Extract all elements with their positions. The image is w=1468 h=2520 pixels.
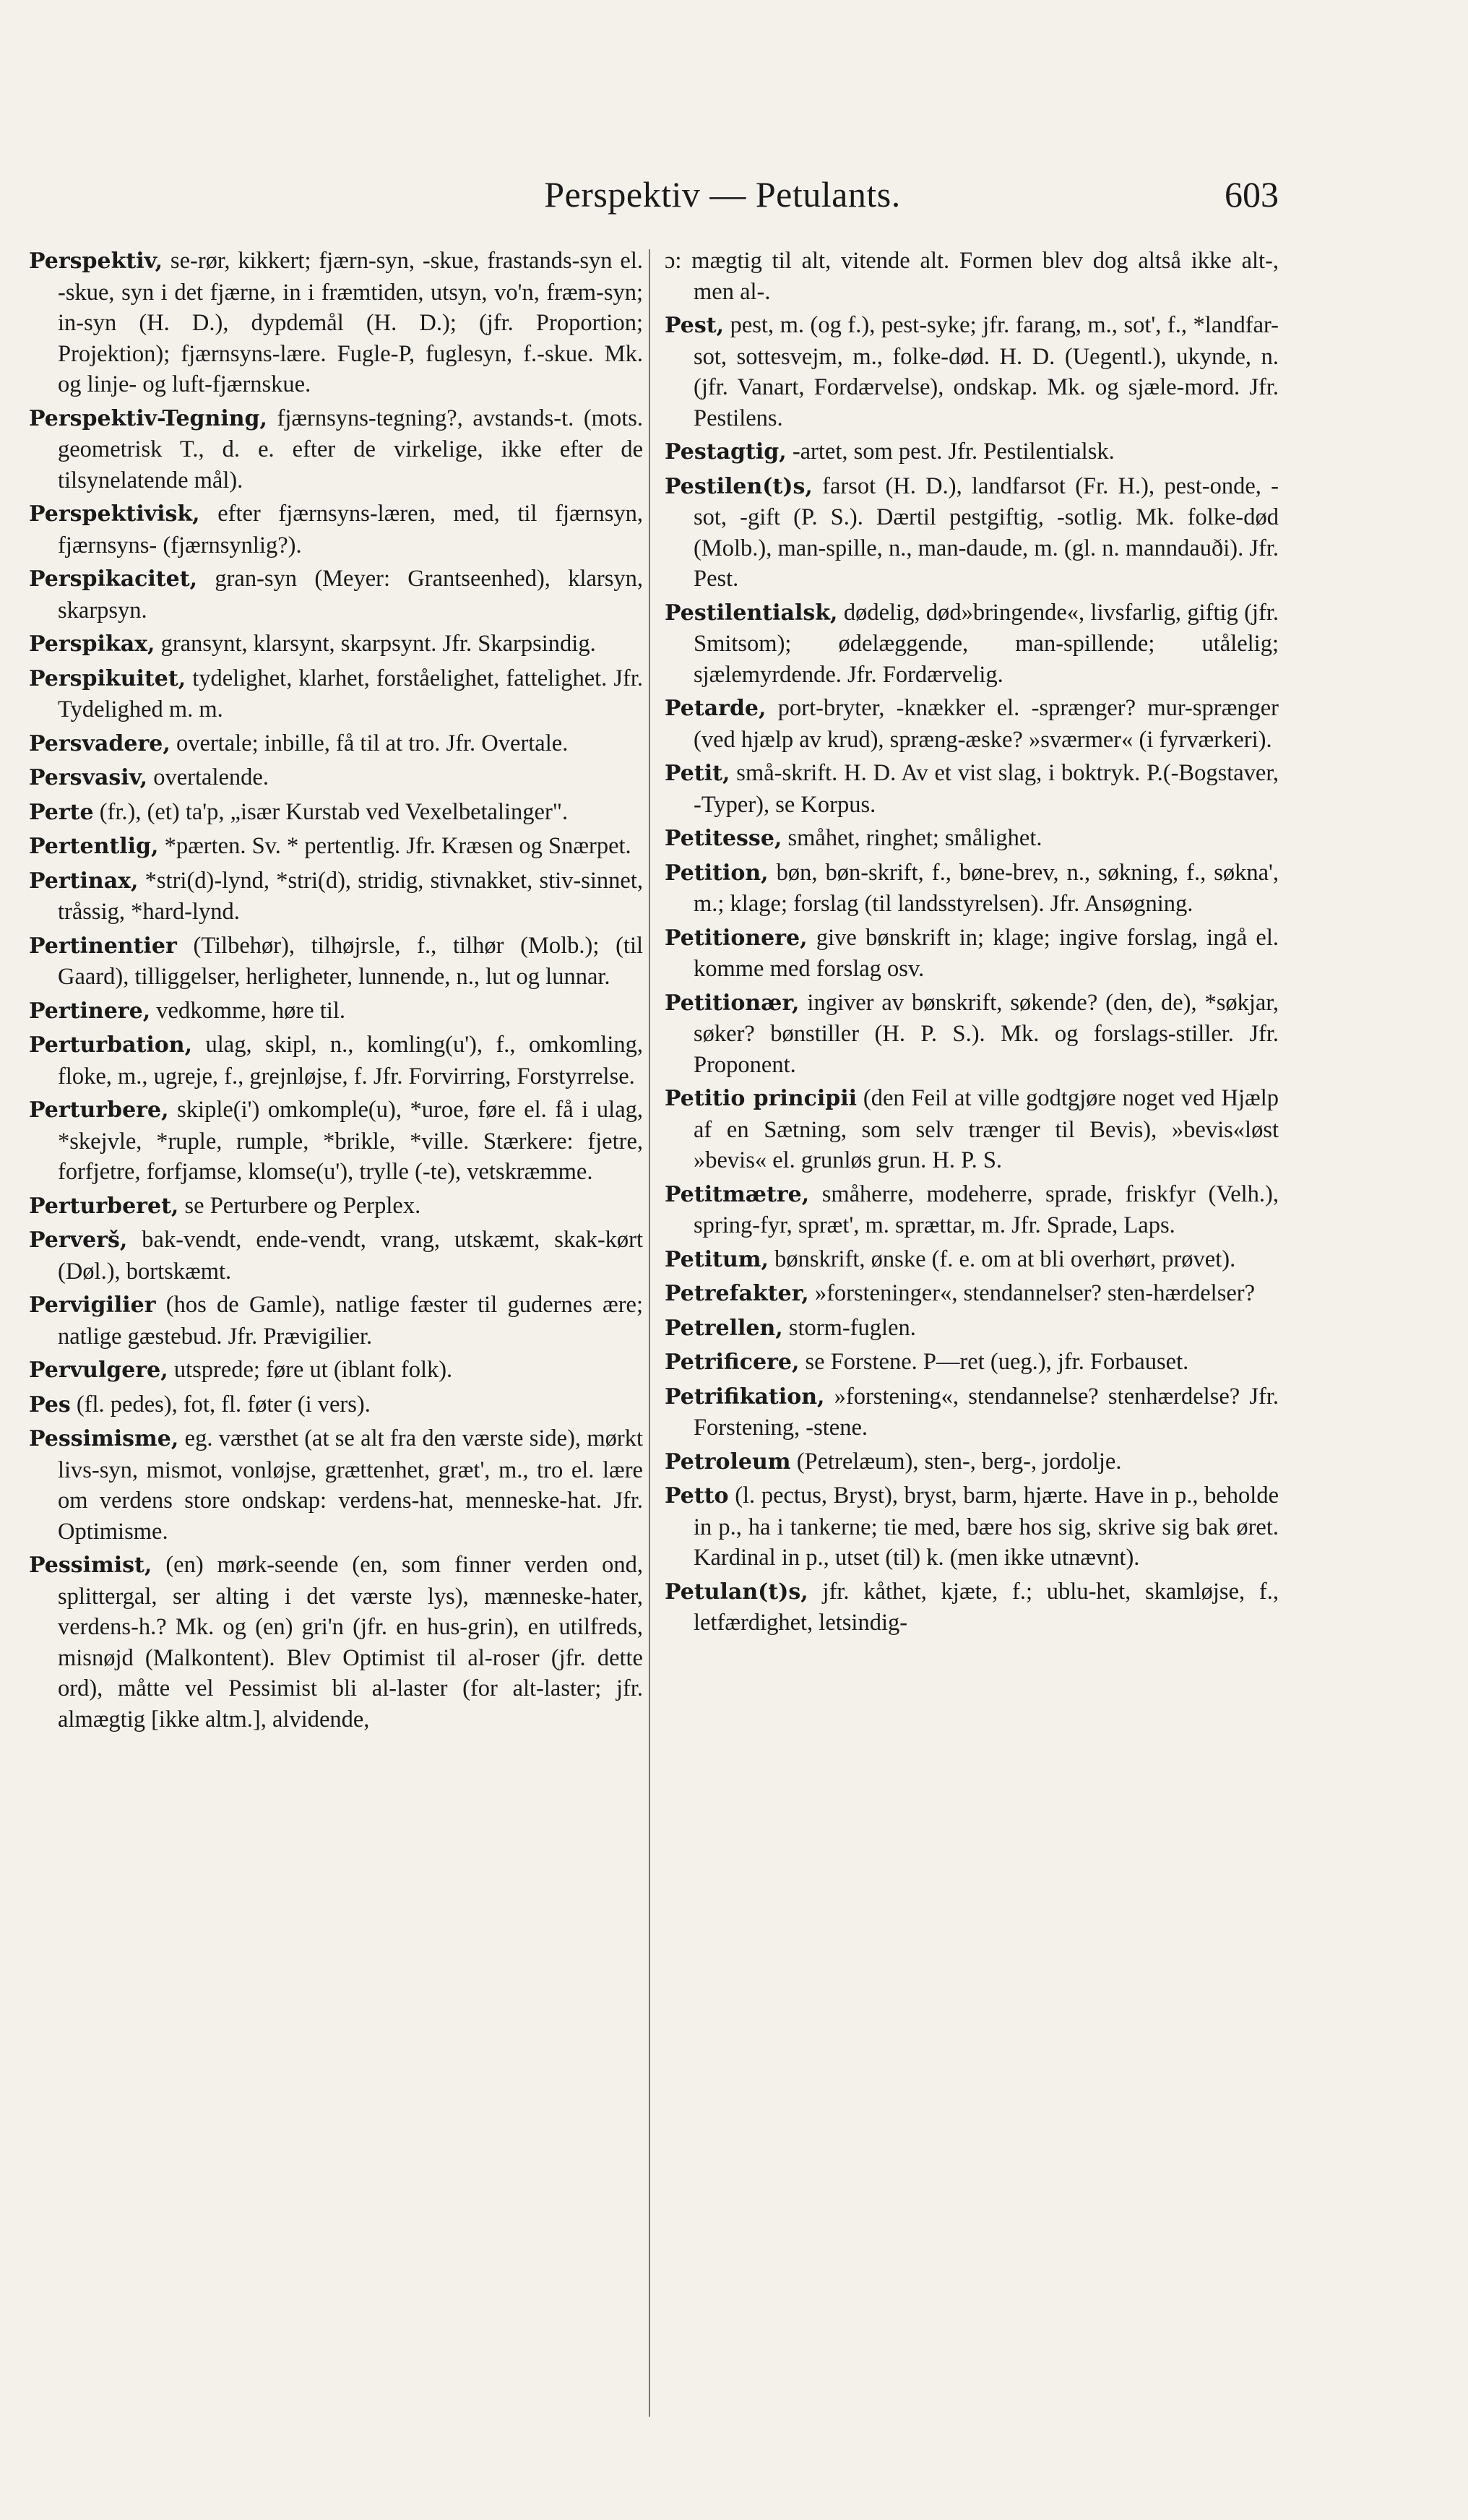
dictionary-entry — [665, 758, 1279, 820]
dictionary-entry — [665, 1381, 1279, 1444]
entry-headword: Perspektivisk, — [29, 501, 200, 527]
entry-definition: se-rør, kikkert; fjærn-syn, -skue, frastands-syn el. -skue, syn i det fjærne, in i fræmtiden, utsyn, vo'n, fræm-syn; in-syn (H. D.), dypdemål (H. D.); (jfr. Proportion; Projektion); fjærnsyns-lære. Fugle-P, fuglesyn, f.-skue. Mk. og linje- og luft-fjærnskue. — [58, 248, 643, 397]
entry-definition: jfr. kåthet, kjæte, f.; ublu-het, skamløjse, f., letfærdighet, letsindig- — [694, 1578, 1279, 1636]
entry-headword: Petrifikation, — [665, 1384, 825, 1410]
dictionary-entry — [29, 1550, 643, 1735]
entry-definition: tydelighet, klarhet, forståelighet, fattelighet. Jfr. Tydelighed m. m. — [58, 665, 643, 722]
entry-definition: farsot (H. D.), landfarsot (Fr. H.), pest-onde, -sot, -gift (P. S.). Dærtil pestgiftig, -sotlig. Mk. folke-død (Molb.), man-spille, n., man-daude, m. (gl. n. manndauði). Jfr. Pest. — [694, 473, 1279, 592]
dictionary-entry — [29, 564, 643, 626]
entry-headword: Petrefakter, — [665, 1281, 809, 1306]
dictionary-entry — [665, 1179, 1279, 1241]
entry-headword: Pessimist, — [29, 1553, 152, 1578]
dictionary-entry — [29, 866, 643, 928]
dictionary-entry — [29, 1355, 643, 1386]
entry-definition: fjærnsyns-tegning?, avstands-t. (mots. geometrisk T., d. e. efter de virkelige, ikke efter de tilsynelatende mål). — [58, 405, 643, 493]
entry-headword: Pestagtig, — [665, 439, 787, 465]
entry-headword: Petto — [665, 1483, 729, 1509]
entry-headword: Pertentlig, — [29, 834, 159, 859]
entry-definition: se Perturbere og Perplex. — [178, 1192, 421, 1219]
dictionary-entry — [29, 1389, 643, 1421]
dictionary-entry — [665, 923, 1279, 985]
entry-headword: Perturbation, — [29, 1032, 193, 1058]
entry-headword: Pes — [29, 1391, 71, 1418]
page-number: 603 — [1225, 174, 1279, 215]
entry-headword: Pervulgere, — [29, 1358, 168, 1383]
entry-headword: Petitionere, — [665, 925, 808, 951]
entry-definition: port-bryter, -knækker el. -sprænger? mur-sprænger (ved hjælp av krud), spræng-æske? »sværmer« (i fyrværkeri). — [694, 695, 1279, 753]
entry-definition: overtalende. — [147, 764, 269, 790]
dictionary-entry — [29, 663, 643, 725]
entry-definition: *stri(d)-lynd, *stri(d), stridig, stivnakket, stiv-sinnet, tråssig, *hard-lynd. — [58, 867, 643, 925]
entry-definition: utsprede; føre ut (iblant folk). — [168, 1357, 453, 1383]
entry-headword: Persvadere, — [29, 730, 170, 756]
entry-definition: gransynt, klarsynt, skarpsynt. Jfr. Skarpsindig. — [155, 631, 596, 657]
entry-headword: Petulan(t)s, — [665, 1579, 808, 1605]
dictionary-entry — [665, 310, 1279, 433]
dictionary-entry — [665, 1244, 1279, 1276]
entry-definition: små-skrift. H. D. Av et vist slag, i boktryk. P.(-Bogstaver, -Typer), se Korpus. — [694, 760, 1279, 818]
dictionary-entry — [665, 1480, 1279, 1574]
entry-headword: Petitio principii — [665, 1086, 858, 1111]
dictionary-entry — [665, 1576, 1279, 1639]
entry-definition: småhet, ringhet; smålighet. — [782, 825, 1042, 851]
entry-definition: (den Feil at ville godtgjøre noget ved Hjælp af en Sætning, som selv trænger til Bevis), »bevis«løst »bevis« el. grunløs grun. H. P. S. — [694, 1085, 1279, 1173]
entry-definition: (Tilbehør), tilhøjrsle, f., tilhør (Molb.); (til Gaard), tilliggelser, herligheter, lunnende, n., lut og lunnar. — [58, 932, 643, 990]
entry-definition: (fl. pedes), fot, fl. føter (i vers). — [70, 1391, 371, 1418]
dictionary-entry — [29, 499, 643, 561]
entry-headword: Perturberet, — [29, 1193, 179, 1219]
entry-headword: Pertinere, — [29, 998, 151, 1024]
entry-headword: Perspikax, — [29, 631, 155, 657]
dictionary-entry — [29, 629, 643, 660]
entry-definition: »forsteninger«, stendannelser? sten-hærdelser? — [808, 1280, 1256, 1306]
entry-headword: Pessimisme, — [29, 1426, 179, 1451]
entry-headword: Pertinentier — [29, 933, 177, 959]
entry-definition: (en) mørk-seende (en, som finner verden ond, splittergal, ser alting i det værste lys), mænneske-hater, verdens-h.? Mk. og (en) gri'n (jfr. en hus-grin), en utilfreds, misnøjd (Malkontent). Blev Optimist til al-roser (jfr. dette ord), måtte vel Pessimist bli al-laster (for alt-laster; jfr. almægtig [ikke altm.], alvidende, — [58, 1552, 643, 1733]
entry-headword: Petroleum — [665, 1449, 791, 1475]
dictionary-entry — [29, 1225, 643, 1287]
page-title: Perspektiv — Petulants. — [544, 174, 901, 215]
dictionary-entry — [29, 931, 643, 993]
entry-definition: storm-fuglen. — [782, 1314, 916, 1341]
entry-definition: ingiver av bønskrift, søkende? (den, de), *søkjar, søker? bønstiller (H. P. S.). Mk. og forslags-stiller. Jfr. Proponent. — [694, 989, 1279, 1078]
entry-headword: Pestilen(t)s, — [665, 473, 813, 499]
column-divider — [649, 249, 650, 2417]
entry-definition: efter fjærnsyns-læren, med, til fjærnsyn, fjærnsyns- (fjærnsynlig?). — [58, 501, 643, 558]
entry-headword: Petitesse, — [665, 826, 782, 851]
entry-headword: Perspikuitet, — [29, 665, 186, 691]
right-column — [665, 246, 1279, 2449]
entry-definition: ɔ: mægtig til alt, vitende alt. Formen blev dog altså ikke alt-, men al-. — [665, 248, 1279, 305]
entry-definition: -artet, som pest. Jfr. Pestilentialsk. — [786, 439, 1115, 465]
dictionary-entry — [665, 1347, 1279, 1378]
dictionary-entry — [29, 403, 643, 496]
dictionary-entry — [29, 246, 643, 400]
dictionary-entry — [29, 831, 643, 863]
entry-definition: pest, m. (og f.), pest-syke; jfr. farang, m., sot', f., *landfar-sot, sottesvejm, m., folke-død. H. D. (Uegentl.), ukynde, n. (jfr. Vanart, Fordærvelse), ondskap. Mk. og sjæle-mord. Jfr. Pestilens. — [694, 312, 1279, 431]
entry-definition: (fr.), (et) ta'p, „især Kurstab ved Vexelbetalinger". — [93, 798, 569, 825]
entry-definition: »forstening«, stendannelse? stenhærdelse? Jfr. Forstening, -stene. — [694, 1383, 1279, 1441]
dictionary-entry — [665, 436, 1279, 468]
entry-definition: eg. værsthet (at se alt fra den værste side), mørkt livs-syn, mismot, vonløjse, grættenhet, græt', m., tro el. lære om verdens store ondskap: verdens-hat, menneske-hat. Jfr. Optimisme. — [58, 1425, 643, 1545]
entry-definition: give bønskrift in; klage; ingive forslag, ingå el. komme med forslag osv. — [694, 924, 1279, 982]
entry-headword: Pest, — [665, 313, 725, 338]
entry-headword: Petit, — [665, 761, 730, 786]
entry-headword: Perverš, — [29, 1227, 128, 1253]
dictionary-entry — [29, 797, 643, 829]
dictionary-entry — [29, 1030, 643, 1092]
entry-headword: Persvasiv, — [29, 765, 148, 790]
dictionary-entry — [665, 1083, 1279, 1176]
dictionary-entry — [665, 471, 1279, 595]
dictionary-entry — [665, 988, 1279, 1081]
entry-headword: Petitmætre, — [665, 1181, 810, 1207]
entry-headword: Perspektiv-Tegning, — [29, 405, 267, 431]
entry-headword: Petarde, — [665, 696, 767, 721]
entry-headword: Pervigilier — [29, 1293, 156, 1318]
dictionary-entry — [665, 858, 1279, 920]
page-header — [166, 173, 1279, 224]
entry-definition: overtale; inbille, få til at tro. Jfr. Overtale. — [170, 730, 569, 756]
dictionary-entry — [665, 1278, 1279, 1310]
entry-headword: Petrellen, — [665, 1315, 783, 1341]
entry-definition: bøn, bøn-skrift, f., bøne-brev, n., søkning, f., søkna', m.; klage; forslag (til landsstyrelsen). Jfr. Ansøgning. — [694, 859, 1279, 917]
entry-headword: Petitionær, — [665, 990, 800, 1016]
entry-definition: *pærten. Sv. * pertentlig. Jfr. Kræsen og Snærpet. — [158, 833, 631, 859]
entry-definition: (l. pectus, Bryst), bryst, barm, hjærte. Have in p., beholde in p., ha i tankerne; tie med, bære hos sig, skrive sig bak øret. Kardinal in p., utset (til) k. (men ikke utnævnt). — [694, 1483, 1279, 1571]
dictionary-entry — [29, 1290, 643, 1352]
dictionary-entry — [665, 693, 1279, 755]
entry-headword: Pestilentialsk, — [665, 600, 838, 626]
entry-headword: Petrificere, — [665, 1350, 800, 1375]
entry-definition: (Petrelæum), sten-, berg-, jordolje. — [790, 1448, 1122, 1475]
dictionary-entry — [665, 1446, 1279, 1478]
dictionary-entry — [29, 762, 643, 794]
entry-definition: skiple(i') omkomple(u), *uroe, føre el. få i ulag, *skejvle, *ruple, rumple, *brikle, *ville. Stærkere: fjetre, forfjetre, forfjamse, klomse(u'), trylle (-te), vetskræmme. — [58, 1097, 643, 1185]
entry-definition: bønskrift, ønske (f. e. om at bli overhørt, prøvet). — [768, 1246, 1236, 1272]
dictionary-entry — [665, 597, 1279, 691]
dictionary-entry — [29, 1423, 643, 1547]
entry-headword: Perte — [29, 799, 94, 825]
entry-headword: Petition, — [665, 860, 769, 886]
dictionary-entry — [29, 728, 643, 760]
entry-definition: dødelig, død»bringende«, livsfarlig, giftig (jfr. Smitsom); ødelæggende, man-spillende; utålelig; sjælemyrdende. Jfr. Fordærvelig. — [694, 599, 1279, 688]
entry-headword: Perturbere, — [29, 1097, 169, 1123]
dictionary-entry — [665, 246, 1279, 307]
entry-definition: ulag, skipl, n., komling(u'), f., omkomling, floke, m., ugreje, f., grejnløjse, f. Jfr. Forvirring, Forstyrrelse. — [58, 1032, 643, 1089]
entry-definition: (hos de Gamle), natlige fæster til gudernes ære; natlige gæstebud. Jfr. Prævigilier. — [58, 1292, 643, 1350]
entry-headword: Perspikacitet, — [29, 566, 198, 592]
entry-headword: Perspektiv, — [29, 249, 163, 274]
dictionary-entry — [29, 1191, 643, 1222]
entry-headword: Petitum, — [665, 1246, 769, 1272]
entry-definition: se Forstene. P—ret (ueg.), jfr. Forbauset. — [799, 1349, 1189, 1375]
dictionary-entry — [665, 823, 1279, 855]
dictionary-entry — [29, 996, 643, 1027]
entry-definition: småherre, modeherre, sprade, friskfyr (Velh.), spring-fyr, spræt', m. sprættar, m. Jfr. Sprade, Laps. — [694, 1181, 1279, 1238]
entry-definition: vedkomme, høre til. — [150, 997, 346, 1024]
entry-headword: Pertinax, — [29, 868, 139, 894]
left-column — [29, 246, 643, 2449]
entry-definition: gran-syn (Meyer: Grantseenhed), klarsyn, skarpsyn. — [58, 566, 643, 623]
dictionary-entry — [29, 1095, 643, 1188]
entry-definition: bak-vendt, ende-vendt, vrang, utskæmt, skak-kørt (Døl.), bortskæmt. — [58, 1227, 643, 1285]
dictionary-entry — [665, 1313, 1279, 1345]
